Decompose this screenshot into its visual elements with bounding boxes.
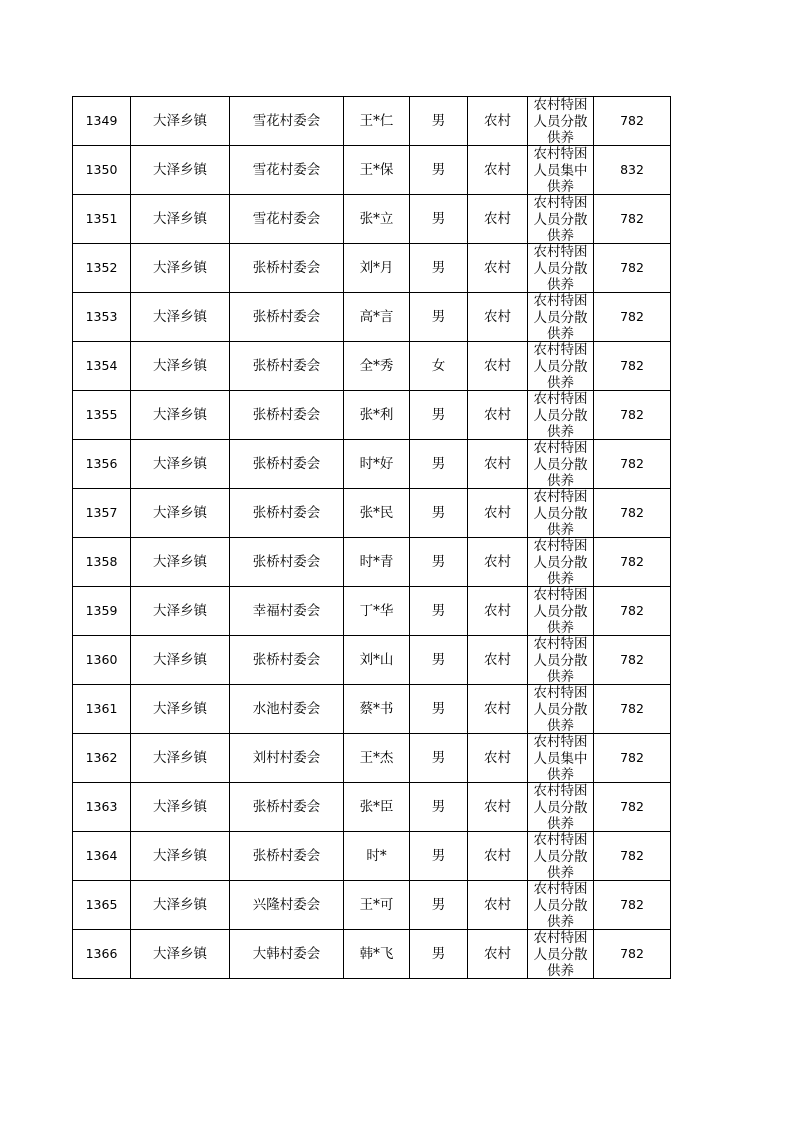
cell-village: 张桥村委会 xyxy=(230,832,344,881)
table-row xyxy=(73,783,671,832)
cell-amount: 782 xyxy=(594,783,671,832)
cell-category-text: 农村特困人员分散供养 xyxy=(533,391,588,439)
cell-amount: 782 xyxy=(594,685,671,734)
cell-area: 农村 xyxy=(468,391,528,440)
cell-id: 1365 xyxy=(73,881,131,930)
cell-amount: 782 xyxy=(594,636,671,685)
table-row xyxy=(73,832,671,881)
cell-area: 农村 xyxy=(468,342,528,391)
cell-name: 全*秀 xyxy=(344,342,410,391)
cell-amount: 782 xyxy=(594,97,671,146)
cell-id: 1364 xyxy=(73,832,131,881)
table-row xyxy=(73,195,671,244)
cell-gender: 男 xyxy=(410,832,468,881)
cell-gender: 男 xyxy=(410,489,468,538)
cell-id: 1354 xyxy=(73,342,131,391)
cell-gender: 女 xyxy=(410,342,468,391)
table-row xyxy=(73,342,671,391)
table-row xyxy=(73,391,671,440)
cell-gender: 男 xyxy=(410,930,468,979)
cell-category-text: 农村特困人员分散供养 xyxy=(533,881,588,929)
table-row xyxy=(73,489,671,538)
cell-name: 王*仁 xyxy=(344,97,410,146)
cell-town: 大泽乡镇 xyxy=(131,342,230,391)
cell-gender: 男 xyxy=(410,881,468,930)
cell-amount: 782 xyxy=(594,195,671,244)
table-row xyxy=(73,734,671,783)
cell-area: 农村 xyxy=(468,440,528,489)
cell-id: 1349 xyxy=(73,97,131,146)
cell-category xyxy=(528,244,594,293)
cell-area: 农村 xyxy=(468,587,528,636)
cell-gender: 男 xyxy=(410,293,468,342)
cell-category xyxy=(528,734,594,783)
cell-gender: 男 xyxy=(410,734,468,783)
cell-amount: 782 xyxy=(594,391,671,440)
cell-village: 张桥村委会 xyxy=(230,244,344,293)
cell-gender: 男 xyxy=(410,244,468,293)
cell-category-text: 农村特困人员分散供养 xyxy=(533,195,588,243)
cell-name: 蔡*书 xyxy=(344,685,410,734)
table-row xyxy=(73,244,671,293)
cell-amount: 782 xyxy=(594,930,671,979)
cell-village: 兴隆村委会 xyxy=(230,881,344,930)
table-row xyxy=(73,930,671,979)
cell-gender: 男 xyxy=(410,685,468,734)
cell-gender: 男 xyxy=(410,146,468,195)
cell-town: 大泽乡镇 xyxy=(131,440,230,489)
cell-category-text: 农村特困人员分散供养 xyxy=(533,930,588,978)
cell-category xyxy=(528,391,594,440)
cell-amount: 782 xyxy=(594,734,671,783)
cell-category xyxy=(528,293,594,342)
cell-category xyxy=(528,538,594,587)
cell-category xyxy=(528,195,594,244)
cell-amount: 782 xyxy=(594,587,671,636)
cell-category-text: 农村特困人员分散供养 xyxy=(533,440,588,488)
cell-name: 高*言 xyxy=(344,293,410,342)
cell-village: 幸福村委会 xyxy=(230,587,344,636)
cell-town: 大泽乡镇 xyxy=(131,97,230,146)
cell-village: 张桥村委会 xyxy=(230,391,344,440)
table-row xyxy=(73,685,671,734)
cell-gender: 男 xyxy=(410,97,468,146)
cell-village: 雪花村委会 xyxy=(230,97,344,146)
cell-town: 大泽乡镇 xyxy=(131,587,230,636)
table-row xyxy=(73,881,671,930)
cell-town: 大泽乡镇 xyxy=(131,832,230,881)
cell-area: 农村 xyxy=(468,930,528,979)
cell-name: 刘*山 xyxy=(344,636,410,685)
cell-name: 韩*飞 xyxy=(344,930,410,979)
cell-area: 农村 xyxy=(468,881,528,930)
cell-name: 王*可 xyxy=(344,881,410,930)
cell-gender: 男 xyxy=(410,636,468,685)
cell-village: 张桥村委会 xyxy=(230,636,344,685)
cell-category xyxy=(528,636,594,685)
cell-id: 1360 xyxy=(73,636,131,685)
cell-village: 张桥村委会 xyxy=(230,489,344,538)
cell-category-text: 农村特困人员分散供养 xyxy=(533,685,588,733)
cell-town: 大泽乡镇 xyxy=(131,734,230,783)
cell-id: 1357 xyxy=(73,489,131,538)
cell-village: 大韩村委会 xyxy=(230,930,344,979)
cell-category xyxy=(528,489,594,538)
cell-category-text: 农村特困人员分散供养 xyxy=(533,538,588,586)
cell-name: 王*保 xyxy=(344,146,410,195)
cell-village: 张桥村委会 xyxy=(230,440,344,489)
table-row xyxy=(73,293,671,342)
cell-id: 1361 xyxy=(73,685,131,734)
table-row xyxy=(73,587,671,636)
cell-village: 刘村村委会 xyxy=(230,734,344,783)
cell-category xyxy=(528,881,594,930)
cell-name: 时*青 xyxy=(344,538,410,587)
cell-area: 农村 xyxy=(468,783,528,832)
cell-category-text: 农村特困人员分散供养 xyxy=(533,489,588,537)
table-row xyxy=(73,97,671,146)
cell-name: 时*好 xyxy=(344,440,410,489)
cell-town: 大泽乡镇 xyxy=(131,930,230,979)
cell-town: 大泽乡镇 xyxy=(131,538,230,587)
cell-category-text: 农村特困人员集中供养 xyxy=(533,146,588,194)
cell-category-text: 农村特困人员分散供养 xyxy=(533,783,588,831)
cell-category xyxy=(528,587,594,636)
cell-category-text: 农村特困人员集中供养 xyxy=(533,734,588,782)
cell-category xyxy=(528,832,594,881)
cell-town: 大泽乡镇 xyxy=(131,244,230,293)
cell-category-text: 农村特困人员分散供养 xyxy=(533,342,588,390)
cell-town: 大泽乡镇 xyxy=(131,293,230,342)
cell-category xyxy=(528,440,594,489)
table-row xyxy=(73,538,671,587)
cell-town: 大泽乡镇 xyxy=(131,391,230,440)
cell-id: 1356 xyxy=(73,440,131,489)
cell-name: 丁*华 xyxy=(344,587,410,636)
cell-id: 1353 xyxy=(73,293,131,342)
cell-id: 1363 xyxy=(73,783,131,832)
cell-category xyxy=(528,685,594,734)
cell-village: 雪花村委会 xyxy=(230,195,344,244)
cell-amount: 782 xyxy=(594,293,671,342)
cell-name: 时* xyxy=(344,832,410,881)
cell-gender: 男 xyxy=(410,587,468,636)
cell-village: 张桥村委会 xyxy=(230,293,344,342)
cell-town: 大泽乡镇 xyxy=(131,195,230,244)
cell-id: 1359 xyxy=(73,587,131,636)
cell-id: 1358 xyxy=(73,538,131,587)
cell-amount: 782 xyxy=(594,440,671,489)
cell-gender: 男 xyxy=(410,195,468,244)
cell-area: 农村 xyxy=(468,538,528,587)
cell-area: 农村 xyxy=(468,195,528,244)
cell-category-text: 农村特困人员分散供养 xyxy=(533,636,588,684)
cell-village: 张桥村委会 xyxy=(230,538,344,587)
cell-id: 1362 xyxy=(73,734,131,783)
cell-amount: 782 xyxy=(594,832,671,881)
relief-roster-table xyxy=(72,96,671,979)
cell-gender: 男 xyxy=(410,391,468,440)
cell-category-text: 农村特困人员分散供养 xyxy=(533,587,588,635)
cell-area: 农村 xyxy=(468,293,528,342)
cell-amount: 782 xyxy=(594,244,671,293)
cell-amount: 782 xyxy=(594,342,671,391)
cell-name: 张*民 xyxy=(344,489,410,538)
cell-area: 农村 xyxy=(468,489,528,538)
cell-name: 张*利 xyxy=(344,391,410,440)
cell-name: 刘*月 xyxy=(344,244,410,293)
cell-village: 雪花村委会 xyxy=(230,146,344,195)
table-row xyxy=(73,146,671,195)
cell-town: 大泽乡镇 xyxy=(131,685,230,734)
table-row xyxy=(73,636,671,685)
cell-amount: 782 xyxy=(594,881,671,930)
cell-village: 张桥村委会 xyxy=(230,342,344,391)
cell-category-text: 农村特困人员分散供养 xyxy=(533,293,588,341)
cell-amount: 782 xyxy=(594,538,671,587)
cell-village: 水池村委会 xyxy=(230,685,344,734)
cell-name: 张*臣 xyxy=(344,783,410,832)
cell-id: 1350 xyxy=(73,146,131,195)
cell-area: 农村 xyxy=(468,685,528,734)
table-row xyxy=(73,440,671,489)
cell-name: 张*立 xyxy=(344,195,410,244)
cell-amount: 832 xyxy=(594,146,671,195)
cell-town: 大泽乡镇 xyxy=(131,636,230,685)
cell-id: 1355 xyxy=(73,391,131,440)
cell-area: 农村 xyxy=(468,636,528,685)
cell-id: 1352 xyxy=(73,244,131,293)
cell-name: 王*杰 xyxy=(344,734,410,783)
cell-town: 大泽乡镇 xyxy=(131,881,230,930)
cell-id: 1366 xyxy=(73,930,131,979)
cell-category xyxy=(528,783,594,832)
cell-town: 大泽乡镇 xyxy=(131,783,230,832)
cell-category-text: 农村特困人员分散供养 xyxy=(533,832,588,880)
cell-area: 农村 xyxy=(468,244,528,293)
cell-area: 农村 xyxy=(468,97,528,146)
cell-category-text: 农村特困人员分散供养 xyxy=(533,244,588,292)
cell-gender: 男 xyxy=(410,440,468,489)
cell-town: 大泽乡镇 xyxy=(131,489,230,538)
cell-gender: 男 xyxy=(410,783,468,832)
cell-town: 大泽乡镇 xyxy=(131,146,230,195)
cell-category-text: 农村特困人员分散供养 xyxy=(533,97,588,145)
cell-area: 农村 xyxy=(468,146,528,195)
cell-category xyxy=(528,146,594,195)
cell-gender: 男 xyxy=(410,538,468,587)
cell-area: 农村 xyxy=(468,832,528,881)
cell-amount: 782 xyxy=(594,489,671,538)
cell-id: 1351 xyxy=(73,195,131,244)
cell-village: 张桥村委会 xyxy=(230,783,344,832)
cell-category xyxy=(528,97,594,146)
cell-category xyxy=(528,342,594,391)
cell-category xyxy=(528,930,594,979)
cell-area: 农村 xyxy=(468,734,528,783)
